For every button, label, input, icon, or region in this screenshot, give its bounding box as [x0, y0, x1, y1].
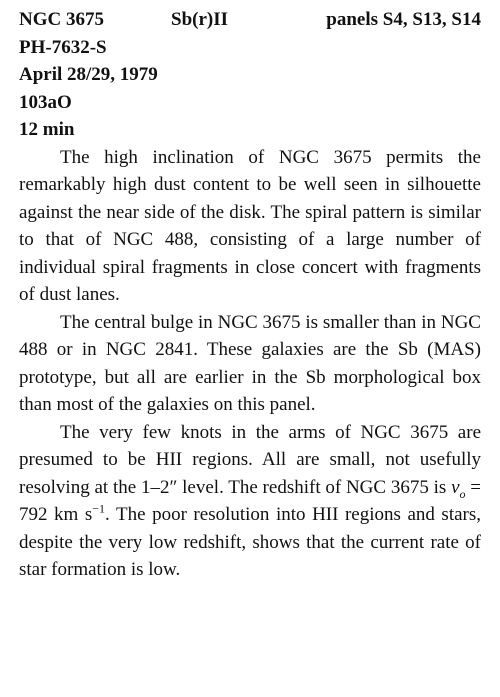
para3-text-2: level. The redshift of NGC 3675 is — [177, 476, 452, 498]
paragraph-dust: The high inclination of NGC 3675 permits the remarkably high dust content to be well seen in silhouette against the near side of the disk. The spiral pattern is similar to that of NGC 488, consisting of a large number of individual spiral fragments in close concert with fragments of dust lanes. — [19, 146, 481, 305]
exposure-time: 12 min — [19, 119, 75, 140]
velocity-symbol: v — [451, 476, 460, 498]
plate-number: PH-7632-S — [19, 36, 107, 58]
header-line-object — [19, 6, 481, 34]
emulsion-type: 103aO — [19, 91, 72, 113]
object-name: NGC 3675 — [19, 9, 104, 30]
para3-text-1: The very few knots in the arms of NGC 3675 are presumed to be HII regions. All are small, not usefully resolving at the 1–2 — [19, 421, 481, 498]
exponent-superscript: −1 — [92, 501, 106, 516]
panel-list: panels S4, S13, S14 — [326, 9, 481, 30]
arcsec-symbol: ″ — [169, 476, 178, 498]
para3-text-4: . The poor resolution into HII regions and stars, despite the very low redshift, shows that the current rate of star formation is low. — [19, 504, 481, 580]
para3-text-3: = 792 km s — [19, 476, 482, 525]
velocity-subscript: o — [459, 486, 466, 501]
morphological-type: Sb(r)II — [171, 9, 229, 30]
document-page — [19, 6, 481, 584]
paragraph-bulge: The central bulge in NGC 3675 is smaller than in NGC 488 or in NGC 2841. These galaxies are the Sb (MAS) prototype, but all are earlier in the Sb morphological box than most of the galaxies on this panel. — [19, 311, 481, 415]
observation-date: April 28/29, 1979 — [19, 64, 158, 85]
paragraph-hii-regions — [19, 419, 481, 584]
